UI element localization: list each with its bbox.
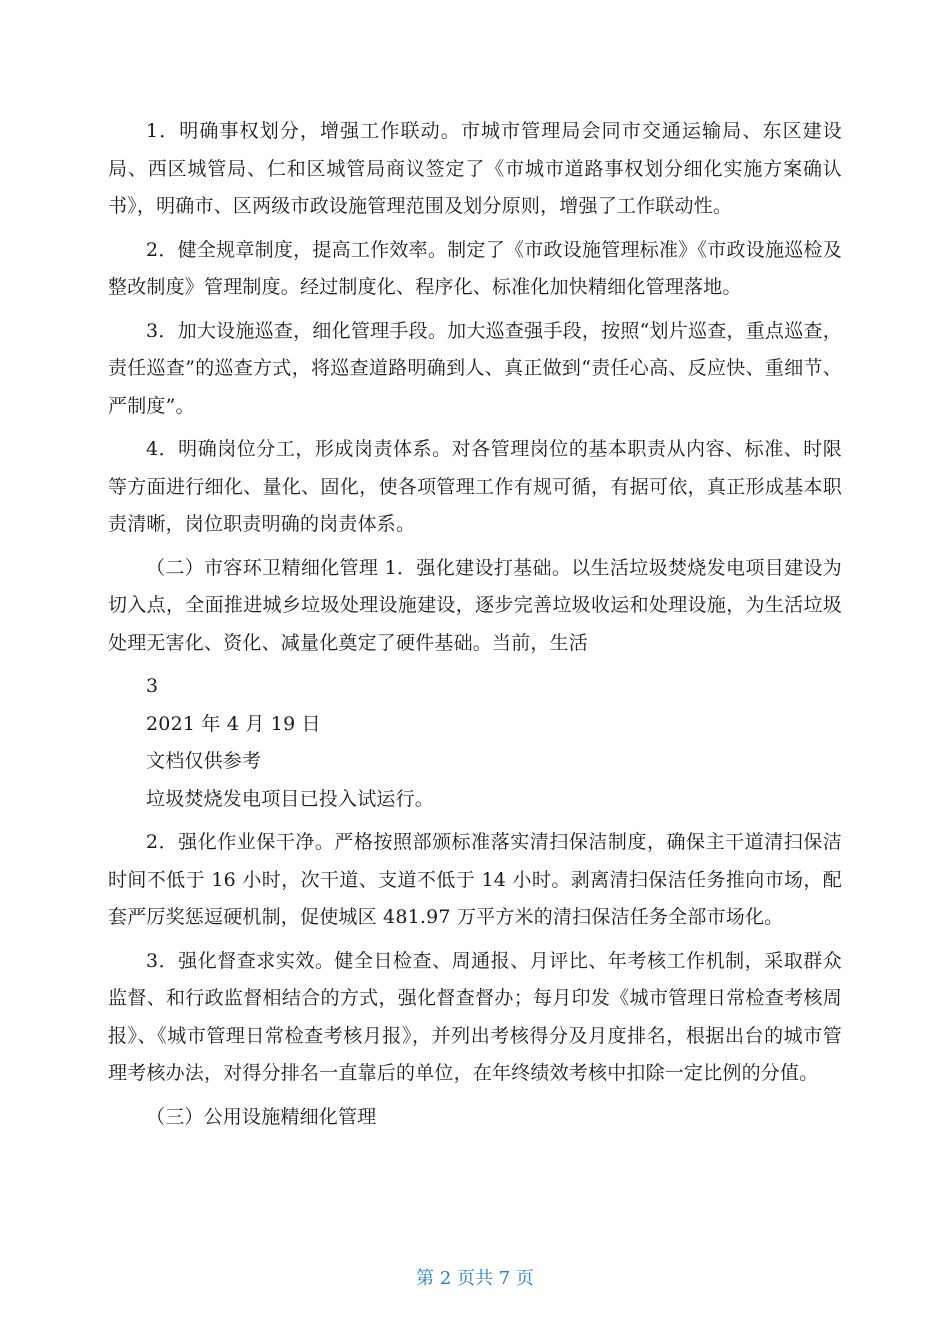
paragraph-2: 2．健全规章制度，提高工作效率。制定了《市政设施管理标准》《市政设施巡检及整改制度》管理制度。经过制度化、程序化、标准化加快精细化管理落地。 [108, 238, 842, 298]
section-heading-3: （三）公用设施精细化管理 [146, 1105, 377, 1128]
paragraph-5: （二）市容环卫精细化管理 1．强化建设打基础。以生活垃圾焚烧发电项目建设为切入点，全面推进城乡垃圾处理设施建设，逐步完善垃圾收运和处理设施，为生活垃圾处理无害化、资化、减量化奠定了硬件基础。当前，生活 [108, 556, 842, 654]
paragraph-4: 4．明确岗位分工，形成岗责体系。对各管理岗位的基本职责从内容、标准、时限等方面进行细化、量化、固化，使各项管理工作有规可循，有据可依，真正形成基本职责清晰，岗位职责明确的岗责体系。 [108, 438, 842, 535]
document-date: 2021 年 4 月 19 日 [146, 712, 321, 735]
paragraph-6: 垃圾焚烧发电项目已投入试运行。 [146, 787, 435, 810]
document-body [108, 113, 842, 1136]
paragraph-1: 1．明确事权划分，增强工作联动。市城市管理局会同市交通运输局、东区建设局、西区城管局、仁和区城管局商议签定了《市城市道路事权划分细化实施方案确认书》，明确市、区两级市政设施管理范围及划分原则，增强了工作联动性。 [108, 120, 842, 217]
paragraph-8: 3．强化督查求实效。健全日检查、周通报、月评比、年考核工作机制，采取群众监督、和行政监督相结合的方式，强化督查督办；每月印发《城市管理日常检查考核周报》、《城市管理日常检查考核月报》，并列出考核得分及月度排名，根据出台的城市管理考核办法，对得分排名一直靠后的单位，在年终绩效考核中扣除一定比例的分值。 [108, 949, 842, 1084]
paragraph-7: 2．强化作业保干净。严格按照部颁标准落实清扫保洁制度，确保主干道清扫保洁时间不低于 16 小时，次干道、支道不低于 14 小时。剥离清扫保洁任务推向市场，配套严厉奖惩逗硬机制，促使城区 481.97 万平方米的清扫保洁任务全部市场化。 [108, 831, 842, 928]
page-footer: 第 2 页共 7 页 [416, 1268, 534, 1289]
paragraph-3: 3．加大设施巡查，细化管理手段。加大巡查强手段，按照“划片巡查，重点巡查，责任巡查”的巡查方式，将巡查道路明确到人、真正做到“责任心高、反应快、重细节、严制度”。 [108, 319, 842, 417]
page-number-marker: 3 [146, 675, 159, 697]
reference-note: 文档仅供参考 [146, 750, 262, 772]
